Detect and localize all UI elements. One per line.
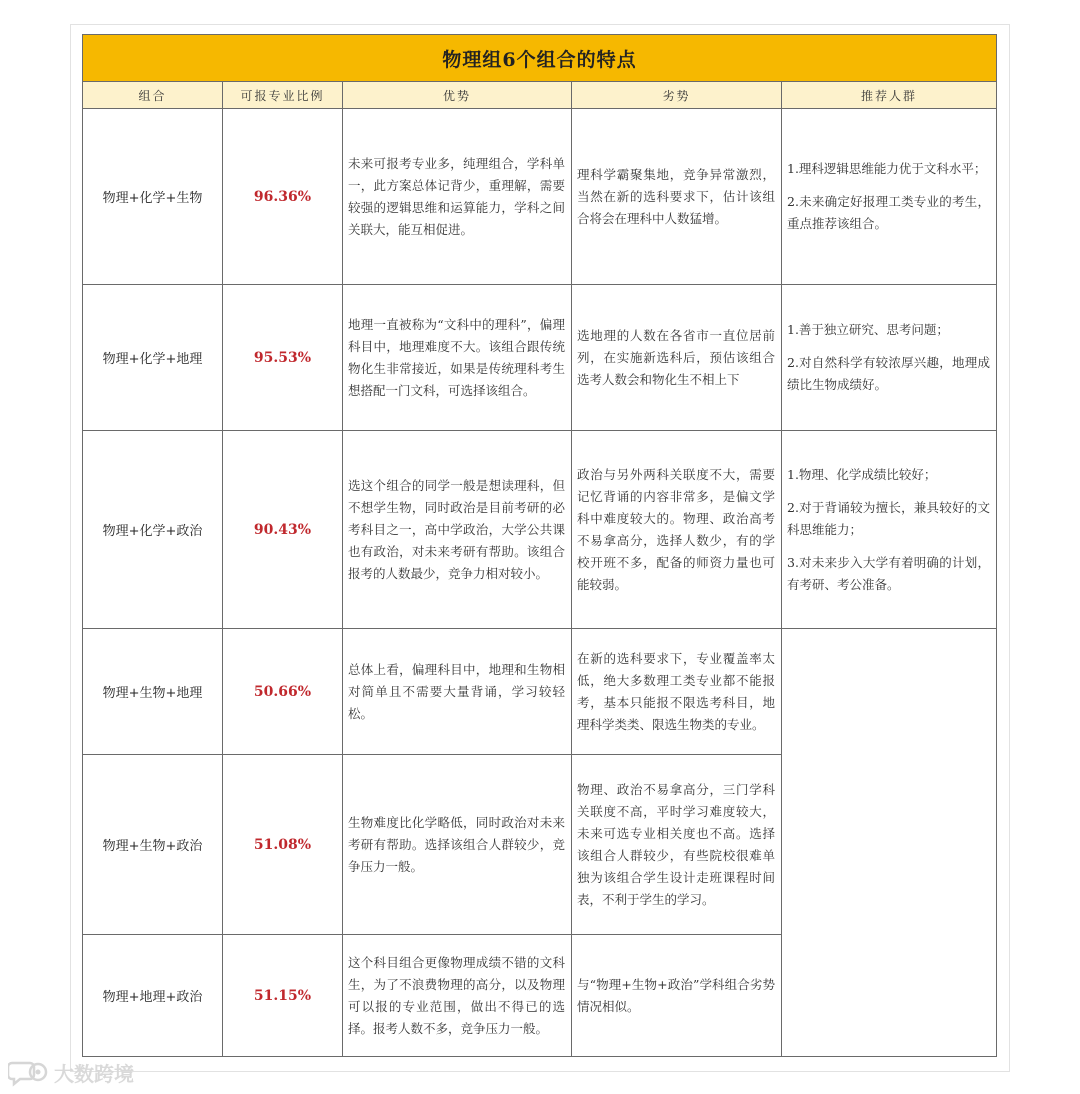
- pros-cell: 生物难度比化学略低，同时政治对未来考研有帮助。选择该组合人群较少，竞争压力一般。: [343, 755, 572, 935]
- recommend-item: 2.对于背诵较为擅长，兼具较好的文科思维能力；: [787, 499, 990, 537]
- combo-cell: 物理+化学+生物: [83, 109, 223, 285]
- table-title: 物理组6个组合的特点: [83, 35, 997, 82]
- combo-cell: 物理+化学+政治: [83, 431, 223, 629]
- pros-cell: 地理一直被称为“文科中的理科”，偏理科目中，地理难度不大。该组合跟传统物化生非常接近，如果是传统理科考生想搭配一门文科，可选择该组合。: [343, 285, 572, 431]
- combo-cell: 物理+化学+地理: [83, 285, 223, 431]
- pros-cell: 总体上看，偏理科目中，地理和生物相对简单且不需要大量背诵，学习较轻松。: [343, 629, 572, 755]
- cons-cell: 选地理的人数在各省市一直位居前列，在实施新选科后，预估该组合选考人数会和物化生不相上下: [572, 285, 782, 431]
- cons-cell: 在新的选科要求下，专业覆盖率太低，绝大多数理工类专业都不能报考，基本只能报不限选考科目，地理科学类类、限选生物类的专业。: [572, 629, 782, 755]
- cons-cell: 理科学霸聚集地，竞争异常激烈，当然在新的选科要求下，估计该组合将会在理科中人数猛增。: [572, 109, 782, 285]
- combo-cell: 物理+地理+政治: [83, 935, 223, 1057]
- pros-cell: 这个科目组合更像物理成绩不错的文科生，为了不浪费物理的高分，以及物理可以报的专业范围，做出不得已的选择。报考人数不多，竞争压力一般。: [343, 935, 572, 1057]
- header-recommend: 推荐人群: [782, 82, 997, 109]
- recommend-item: 2.对自然科学有较浓厚兴趣，地理成绩比生物成绩好。: [787, 355, 990, 392]
- table-row: [83, 431, 997, 629]
- recommend-item: 2.未来确定好报理工类专业的考生，重点推荐该组合。: [787, 194, 990, 231]
- recommend-item: 3.对未来步入大学有着明确的计划，有考研、考公准备。: [787, 554, 990, 592]
- pros-cell: 未来可报考专业多，纯理组合，学科单一，此方案总体记背少，重理解，需要较强的逻辑思维和运算能力，学科之间关联大，能互相促进。: [343, 109, 572, 285]
- cons-cell: 政治与另外两科关联度不大，需要记忆背诵的内容非常多，是偏文学科中难度较大的。物理、政治高考不易拿高分，选择人数少，有的学校开班不多，配备的师资力量也可能较弱。: [572, 431, 782, 629]
- header-combo: 组合: [83, 82, 223, 109]
- recommend-cell: [782, 285, 997, 431]
- recommend-item: 1.物理、化学成绩比较好；: [787, 466, 937, 482]
- table-row: [83, 629, 997, 755]
- pros-cell: 选这个组合的同学一般是想读理科，但不想学生物，同时政治是目前考研的必考科目之一，高中学政治，大学公共课也有政治，对未来考研有帮助。该组合报考的人数最少，竞争力相对较小。: [343, 431, 572, 629]
- ratio-cell: 96.36%: [223, 109, 343, 285]
- recommend-cell-empty: [782, 629, 997, 1057]
- watermark: [8, 1058, 134, 1087]
- table-row: [83, 285, 997, 431]
- cons-cell: 与“物理+生物+政治”学科组合劣势情况相似。: [572, 935, 782, 1057]
- combo-cell: 物理+生物+政治: [83, 755, 223, 935]
- recommend-cell: [782, 109, 997, 285]
- chat-bubble-logo-icon: [8, 1059, 50, 1087]
- ratio-cell: 90.43%: [223, 431, 343, 629]
- combo-cell: 物理+生物+地理: [83, 629, 223, 755]
- features-table: [82, 34, 997, 1057]
- watermark-text: 大数跨境: [54, 1062, 134, 1086]
- header-cons: 劣势: [572, 82, 782, 109]
- header-ratio: 可报专业比例: [223, 82, 343, 109]
- ratio-cell: 50.66%: [223, 629, 343, 755]
- recommend-item: 1.善于独立研究、思考问题；: [787, 322, 949, 337]
- ratio-cell: 95.53%: [223, 285, 343, 431]
- cons-cell: 物理、政治不易拿高分，三门学科关联度不高，平时学习难度较大，未来可选专业相关度也不高。选择该组合人群较少，有些院校很难单独为该组合学生设计走班课程时间表，不利于学生的学习。: [572, 755, 782, 935]
- table-row: [83, 109, 997, 285]
- header-pros: 优势: [343, 82, 572, 109]
- ratio-cell: 51.15%: [223, 935, 343, 1057]
- ratio-cell: 51.08%: [223, 755, 343, 935]
- recommend-item: 1.理科逻辑思维能力优于文科水平；: [787, 161, 987, 176]
- recommend-cell: [782, 431, 997, 629]
